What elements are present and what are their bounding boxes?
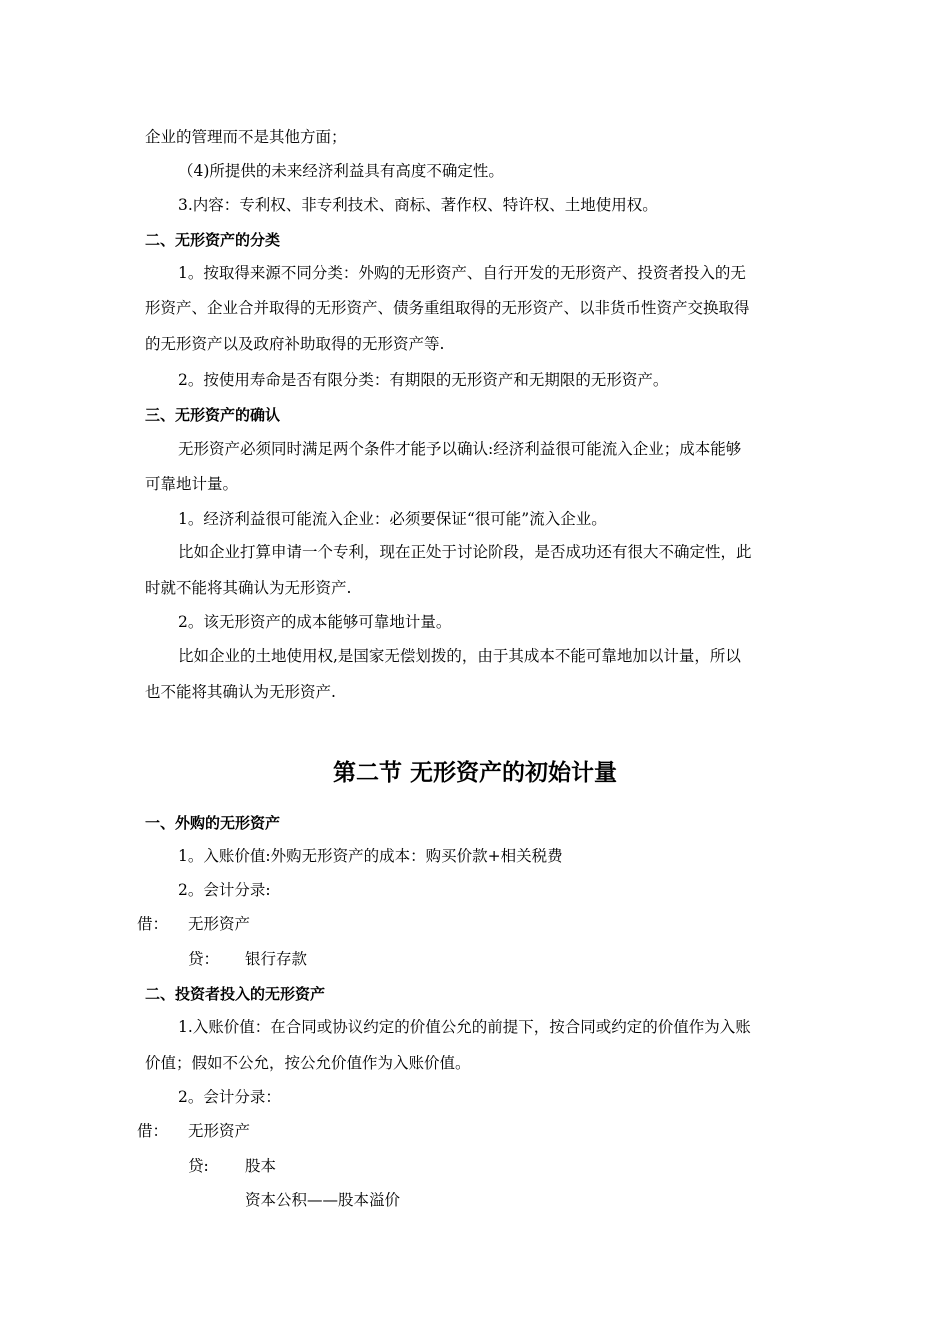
text-line: 2。会计分录： (178, 1088, 281, 1106)
debit-label: 借： (137, 915, 169, 933)
text-line: 形资产、企业合并取得的无形资产、债务重组取得的无形资产、以非货币性资产交换取得 (145, 299, 750, 317)
text-line: 企业的管理而不是其他方面； (145, 128, 347, 146)
text-line: 1。经济利益很可能流入企业：必须要保证“很可能”流入企业。 (178, 510, 607, 528)
credit-account: 银行存款 (245, 950, 308, 968)
debit-account: 无形资产 (188, 915, 251, 933)
text-line: 2。按使用寿命是否有限分类：有期限的无形资产和无期限的无形资产。 (178, 371, 669, 389)
text-line: （4)所提供的未来经济利益具有高度不确定性。 (178, 162, 504, 180)
text-line: 2。会计分录: (178, 881, 271, 899)
text-line: 可靠地计量。 (145, 475, 239, 493)
text-line: 无形资产必须同时满足两个条件才能予以确认:经济利益很可能流入企业；成本能够 (178, 440, 742, 458)
debit-label: 借： (137, 1122, 169, 1140)
text-line: 时就不能将其确认为无形资产. (145, 579, 352, 597)
text-line: 3.内容：专利权、非专利技术、商标、著作权、特许权、土地使用权。 (178, 196, 658, 214)
section-heading: 一、外购的无形资产 (145, 814, 281, 832)
credit-label: 贷: (188, 1157, 209, 1175)
credit-label: 贷： (188, 950, 220, 968)
text-line: 2。该无形资产的成本能够可靠地计量。 (178, 613, 452, 631)
credit-account: 股本 (245, 1157, 277, 1175)
text-line: 1。按取得来源不同分类：外购的无形资产、自行开发的无形资产、投资者投入的无 (178, 264, 746, 282)
section-heading: 二、投资者投入的无形资产 (145, 985, 326, 1003)
debit-account: 无形资产 (188, 1122, 251, 1140)
section-heading: 三、无形资产的确认 (145, 406, 281, 424)
text-line: 的无形资产以及政府补助取得的无形资产等. (145, 335, 445, 353)
text-line: 1.入账价值：在合同或协议约定的价值公允的前提下，按合同或约定的价值作为入账 (178, 1018, 751, 1036)
text-line: 比如企业打算申请一个专利，现在正处于讨论阶段，是否成功还有很大不确定性，此 (178, 543, 752, 561)
text-line: 比如企业的土地使用权,是国家无偿划拨的，由于其成本不能可靠地加以计量，所以 (178, 647, 741, 665)
section-heading: 二、无形资产的分类 (145, 231, 281, 249)
text-line: 也不能将其确认为无形资产. (145, 683, 336, 701)
section-title: 第二节 无形资产的初始计量 (332, 760, 617, 786)
text-line: 价值；假如不公允，按公允价值作为入账价值。 (145, 1054, 471, 1072)
text-line: 1。入账价值:外购无形资产的成本：购买价款+相关税费 (178, 847, 563, 865)
credit-account: 资本公积——股本溢价 (245, 1191, 401, 1209)
